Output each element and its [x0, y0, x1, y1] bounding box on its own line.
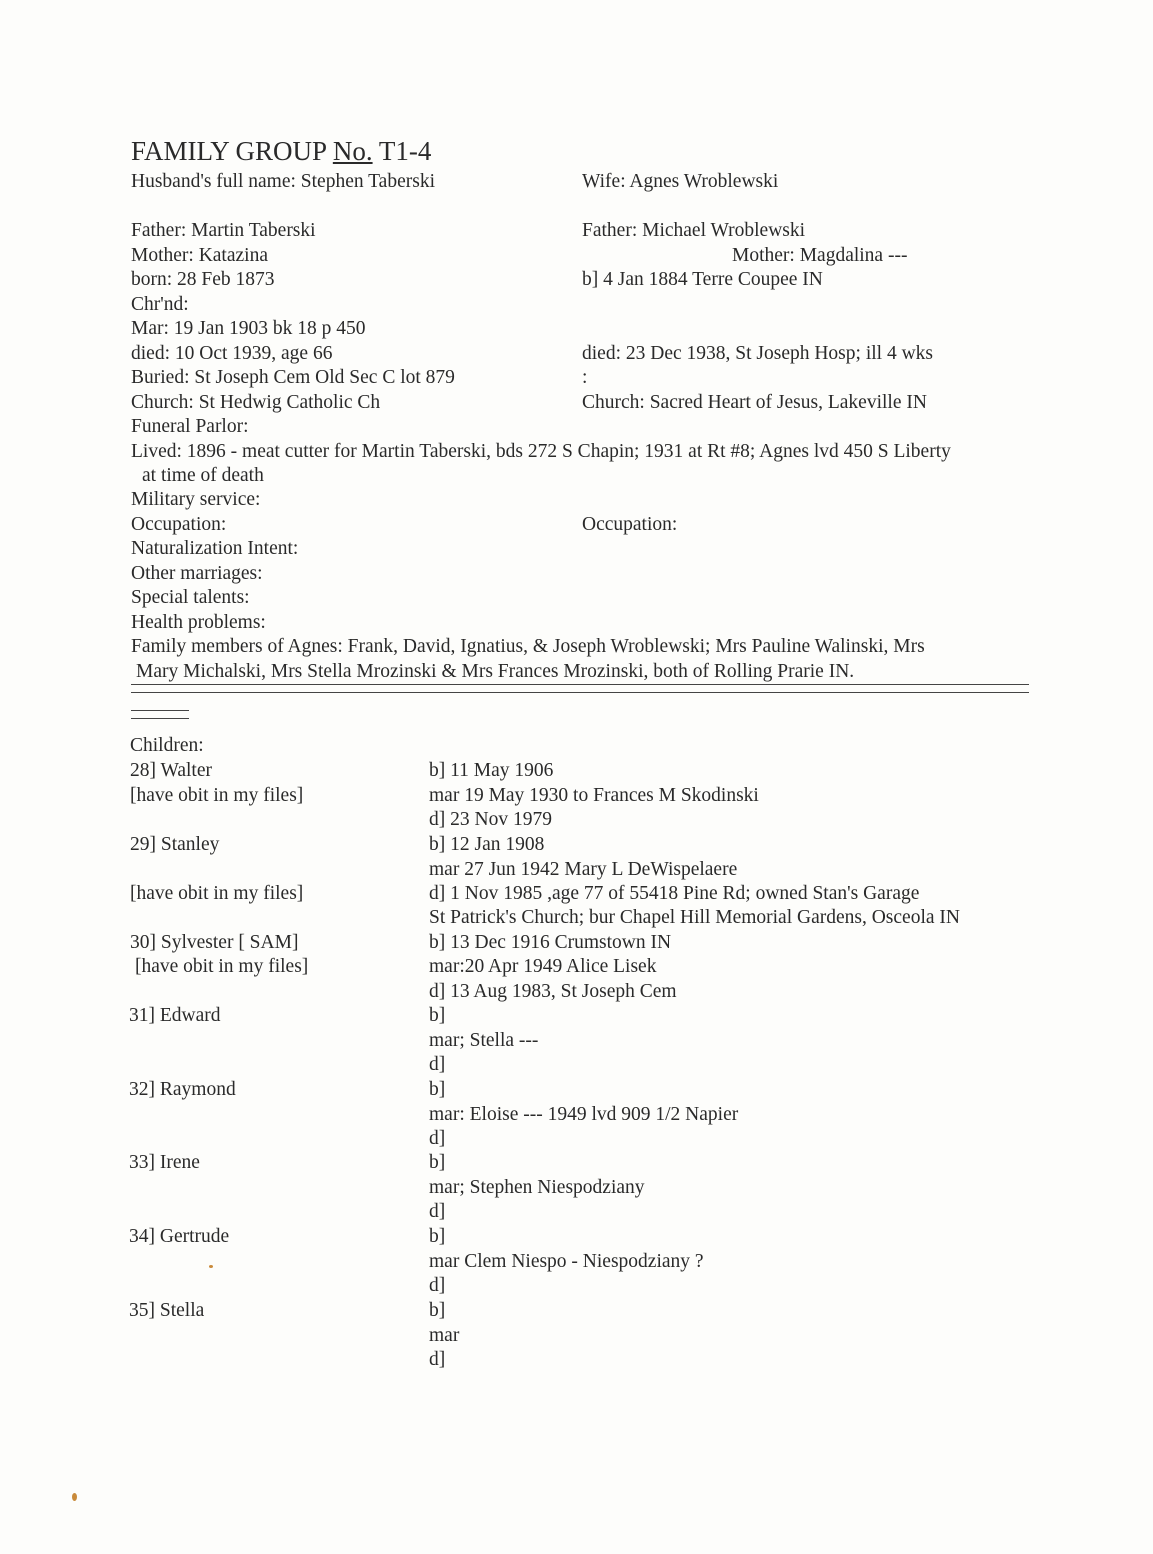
funeral-parlor: Funeral Parlor: [131, 416, 249, 437]
child-born-stanley: b] 12 Jan 1908 [429, 834, 545, 855]
naturalization-intent: Naturalization Intent: [131, 538, 299, 559]
husband-father: Father: Martin Taberski [131, 220, 316, 241]
child-died-stella: d] [429, 1349, 446, 1370]
husband-born: born: 28 Feb 1873 [131, 269, 275, 290]
child-died-stanley: d] 1 Nov 1985 ,age 77 of 55418 Pine Rd; owned Stan's Garage [429, 883, 920, 904]
child-died-sylvester: d] 13 Aug 1983, St Joseph Cem [429, 981, 677, 1002]
husband-buried: Buried: St Joseph Cem Old Sec C lot 879 [131, 367, 455, 388]
scan-speck [209, 1265, 213, 1268]
child-married-raymond: mar: Eloise --- 1949 lvd 909 1/2 Napier [429, 1104, 739, 1125]
husband-occupation: Occupation: [131, 514, 227, 535]
child-married-sylvester: mar:20 Apr 1949 Alice Lisek [429, 956, 657, 977]
child-name-stanley: 29] Stanley [130, 834, 220, 855]
child-died-gertrude: d] [429, 1275, 446, 1296]
child-born-sylvester: b] 13 Dec 1916 Crumstown IN [429, 932, 672, 953]
child-name-gertrude: 34] Gertrude [129, 1226, 230, 1247]
child-born-gertrude: b] [429, 1226, 446, 1247]
child-married-edward: mar; Stella --- [429, 1030, 539, 1051]
military-service: Military service: [131, 489, 261, 510]
wife-father: Father: Michael Wroblewski [582, 220, 806, 241]
child-born-stella: b] [429, 1300, 446, 1321]
husband-church: Church: St Hedwig Catholic Ch [131, 392, 381, 413]
child-died-raymond: d] [429, 1128, 446, 1149]
husband-married: Mar: 19 Jan 1903 bk 18 p 450 [131, 318, 366, 339]
child-married-stanley: mar 27 Jun 1942 Mary L DeWispelaere [429, 859, 738, 880]
child-name-irene: 33] Irene [129, 1152, 200, 1173]
husband-mother: Mother: Katazina [131, 245, 268, 266]
husband-name: Husband's full name: Stephen Taberski [131, 171, 435, 192]
child-died-edward: d] [429, 1054, 446, 1075]
child-born-edward: b] [429, 1005, 446, 1026]
page-title [131, 136, 431, 166]
child-married-irene: mar; Stephen Niespodziany [429, 1177, 645, 1198]
child-died-detail-stanley: St Patrick's Church; bur Chapel Hill Memorial Gardens, Osceola IN [429, 907, 960, 928]
separator-line-tail [131, 710, 189, 719]
wife-mother: Mother: Magdalina --- [732, 245, 908, 266]
family-members-line-1: Family members of Agnes: Frank, David, Ignatius, & Joseph Wroblewski; Mrs Pauline Walinski, Mrs [131, 636, 925, 657]
child-note-walter: [have obit in my files] [130, 785, 304, 806]
lived-line-1: Lived: 1896 - meat cutter for Martin Taberski, bds 272 S Chapin; 1931 at Rt #8; Agnes lvd 450 S Liberty [131, 441, 951, 462]
children-heading: Children: [130, 735, 204, 756]
husband-died: died: 10 Oct 1939, age 66 [131, 343, 333, 364]
husband-christened: Chr'nd: [131, 294, 189, 315]
child-name-stella: 35] Stella [129, 1300, 205, 1321]
title-no: No. [332, 136, 373, 166]
child-born-raymond: b] [429, 1079, 446, 1100]
wife-colon: : [582, 367, 588, 388]
child-died-irene: d] [429, 1201, 446, 1222]
child-married-walter: mar 19 May 1930 to Frances M Skodinski [429, 785, 759, 806]
family-members-line-2: Mary Michalski, Mrs Stella Mrozinski & Mrs Frances Mrozinski, both of Rolling Prarie IN. [136, 661, 855, 682]
child-name-walter: 28] Walter [130, 760, 212, 781]
child-name-sylvester: 30] Sylvester [ SAM] [130, 932, 299, 953]
child-name-edward: 31] Edward [129, 1005, 221, 1026]
child-name-raymond: 32] Raymond [129, 1079, 236, 1100]
scan-speck [72, 1493, 77, 1501]
child-married-stella: mar [429, 1325, 460, 1346]
child-note-stanley: [have obit in my files] [130, 883, 304, 904]
wife-born: b] 4 Jan 1884 Terre Coupee IN [582, 269, 823, 290]
health-problems: Health problems: [131, 612, 266, 633]
separator-line [131, 684, 1029, 693]
lived-line-2: at time of death [142, 465, 264, 486]
child-died-walter: d] 23 Nov 1979 [429, 809, 552, 830]
child-note-sylvester: [have obit in my files] [135, 956, 309, 977]
special-talents: Special talents: [131, 587, 250, 608]
child-married-gertrude: mar Clem Niespo - Niespodziany ? [429, 1251, 704, 1272]
wife-church: Church: Sacred Heart of Jesus, Lakeville IN [582, 392, 927, 413]
title-prefix: FAMILY GROUP [131, 136, 333, 166]
wife-name: Wife: Agnes Wroblewski [582, 171, 779, 192]
wife-died: died: 23 Dec 1938, St Joseph Hosp; ill 4 wks [582, 343, 933, 364]
child-born-walter: b] 11 May 1906 [429, 760, 554, 781]
other-marriages: Other marriages: [131, 563, 263, 584]
wife-occupation: Occupation: [582, 514, 678, 535]
child-born-irene: b] [429, 1152, 446, 1173]
title-code: T1-4 [372, 136, 432, 166]
